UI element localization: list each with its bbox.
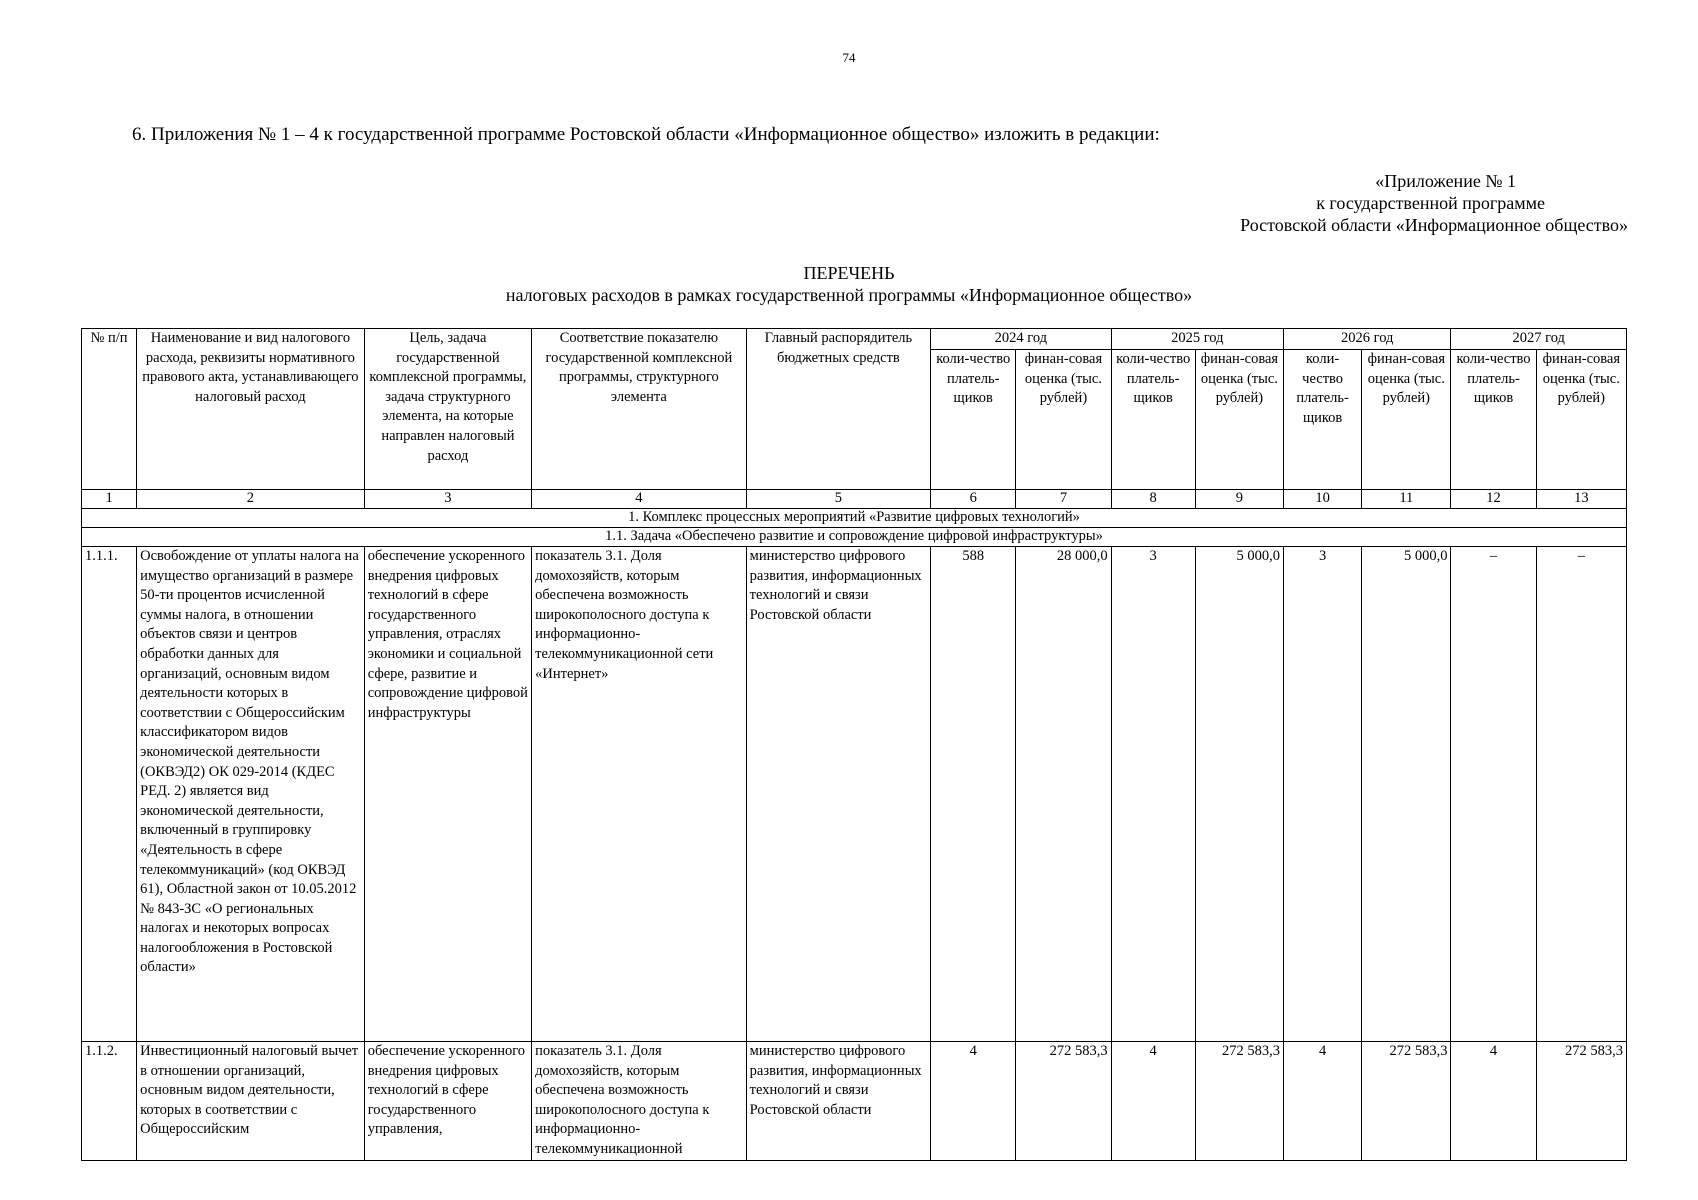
header-estimate: финан-совая оценка (тыс. рублей) <box>1195 350 1283 490</box>
section-title: 1. Комплекс процессных мероприятий «Развитие цифровых технологий» <box>82 509 1627 528</box>
header-goal: Цель, задача государственной комплексной программы, задача структурного элемента, на которые направлен налоговый расход <box>364 329 531 490</box>
header-count: коли-чество платель-щиков <box>1284 350 1362 490</box>
tax-expenditures-table <box>81 328 1627 1161</box>
task-row <box>82 528 1627 547</box>
appendix-line-1: «Приложение № 1 <box>1375 171 1516 191</box>
row-count-2026: 3 <box>1284 547 1362 1042</box>
row-estimate-2025: 272 583,3 <box>1195 1042 1283 1161</box>
row-estimate-2026: 272 583,3 <box>1362 1042 1451 1161</box>
header-estimate: финан-совая оценка (тыс. рублей) <box>1536 350 1626 490</box>
header-manager: Главный распорядитель бюджетных средств <box>746 329 930 490</box>
column-number: 6 <box>931 490 1016 509</box>
task-title: 1.1. Задача «Обеспечено развитие и сопровождение цифровой инфраструктуры» <box>82 528 1627 547</box>
column-number: 13 <box>1536 490 1626 509</box>
title-subtitle: налоговых расходов в рамках государственной программы «Информационное общество» <box>505 285 1193 305</box>
section-row <box>82 509 1627 528</box>
column-number: 5 <box>746 490 930 509</box>
page-number: 74 <box>842 50 856 65</box>
column-number: 11 <box>1362 490 1451 509</box>
row-count-2025: 4 <box>1111 1042 1195 1161</box>
document-title <box>0 262 1698 306</box>
row-estimate-2027: 272 583,3 <box>1536 1042 1626 1161</box>
table-row <box>82 1042 1627 1161</box>
appendix-line-3: Ростовской области «Информационное общество» <box>1240 215 1628 235</box>
row-count-2027: – <box>1451 547 1536 1042</box>
column-number: 4 <box>532 490 747 509</box>
header-row-years <box>82 329 1627 350</box>
row-indicator: показатель 3.1. Доля домохозяйств, которым обеспечена возможность широкополосного доступа к информационно-телекоммуникационной сети «Интернет» <box>532 547 747 1042</box>
column-number: 10 <box>1284 490 1362 509</box>
row-manager: министерство цифрового развития, информационных технологий и связи Ростовской области <box>746 547 930 1042</box>
column-number: 12 <box>1451 490 1536 509</box>
header-num: № п/п <box>82 329 137 490</box>
appendix-line-2: к государственной программе <box>1316 193 1545 213</box>
column-number: 2 <box>137 490 365 509</box>
row-goal: обеспечение ускоренного внедрения цифровых технологий в сфере государственного управления, отраслях экономики и социальной сфере, развитие и сопровождение цифровой инфраструктуры <box>364 547 531 1042</box>
row-name: Инвестиционный налоговый вычет в отношении организаций, основным видом деятельности, которых в соответствии с Общероссийским <box>137 1042 365 1161</box>
row-estimate-2026: 5 000,0 <box>1362 547 1451 1042</box>
row-estimate-2025: 5 000,0 <box>1195 547 1283 1042</box>
header-estimate: финан-совая оценка (тыс. рублей) <box>1016 350 1111 490</box>
appendix-heading <box>1108 170 1628 236</box>
column-number: 7 <box>1016 490 1111 509</box>
row-count-2026: 4 <box>1284 1042 1362 1161</box>
header-year-2025: 2025 год <box>1111 329 1283 350</box>
header-count: коли-чество платель-щиков <box>1111 350 1195 490</box>
row-goal: обеспечение ускоренного внедрения цифровых технологий в сфере государственного управления, <box>364 1042 531 1161</box>
column-number: 1 <box>82 490 137 509</box>
header-count: коли-чество платель-щиков <box>931 350 1016 490</box>
header-year-2026: 2026 год <box>1284 329 1451 350</box>
header-name: Наименование и вид налогового расхода, реквизиты нормативного правового акта, устанавливающего налоговый расход <box>137 329 365 490</box>
header-year-2027: 2027 год <box>1451 329 1627 350</box>
header-year-2024: 2024 год <box>931 329 1111 350</box>
header-indicator: Соответствие показателю государственной комплексной программы, структурного элемента <box>532 329 747 490</box>
row-estimate-2024: 28 000,0 <box>1016 547 1111 1042</box>
row-indicator: показатель 3.1. Доля домохозяйств, которым обеспечена возможность широкополосного доступа к информационно-телекоммуникационной <box>532 1042 747 1161</box>
row-num: 1.1.2. <box>82 1042 137 1161</box>
column-number-row <box>82 490 1627 509</box>
column-number: 9 <box>1195 490 1283 509</box>
row-count-2024: 4 <box>931 1042 1016 1161</box>
column-number: 3 <box>364 490 531 509</box>
row-manager: министерство цифрового развития, информационных технологий и связи Ростовской области <box>746 1042 930 1161</box>
column-number: 8 <box>1111 490 1195 509</box>
row-count-2025: 3 <box>1111 547 1195 1042</box>
row-estimate-2024: 272 583,3 <box>1016 1042 1111 1161</box>
row-count-2024: 588 <box>931 547 1016 1042</box>
row-estimate-2027: – <box>1536 547 1626 1042</box>
row-name: Освобождение от уплаты налога на имущество организаций в размере 50-ти процентов исчисленной суммы налога, в отношении объектов связи и центров обработки данных для организаций, основным видом деятельности которых в соответствии с Общероссийским классификатором видов экономической деятельности (ОКВЭД2) ОК 029-2014 (КДЕС РЕД. 2) является вид экономической деятельности, включенный в группировку «Деятельность в сфере телекоммуникаций» (код ОКВЭД 61), Областной закон от 10.05.2012 № 843-ЗС «О региональных налогах и некоторых вопросах налогообложения в Ростовской области» <box>137 547 365 1042</box>
header-count: коли-чество платель-щиков <box>1451 350 1536 490</box>
table-row <box>82 547 1627 1042</box>
row-num: 1.1.1. <box>82 547 137 1042</box>
title-main: ПЕРЕЧЕНЬ <box>803 263 895 283</box>
header-estimate: финан-совая оценка (тыс. рублей) <box>1362 350 1451 490</box>
row-count-2027: 4 <box>1451 1042 1536 1161</box>
intro-paragraph: 6. Приложения № 1 – 4 к государственной программе Ростовской области «Информационное общество» изложить в редакции: <box>132 124 1160 145</box>
